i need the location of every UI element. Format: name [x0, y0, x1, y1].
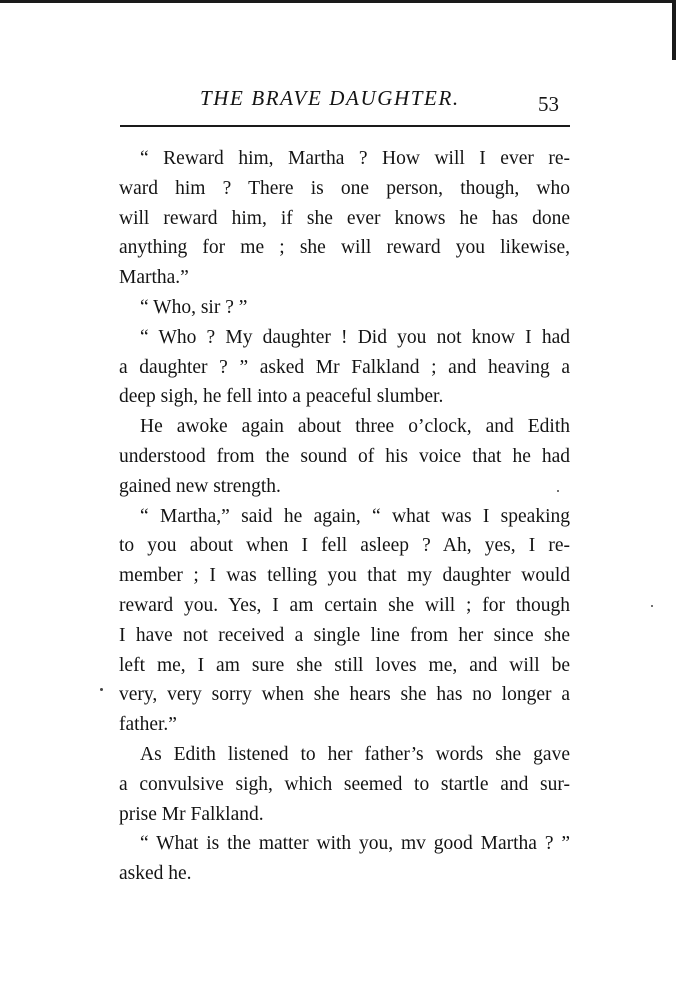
- text-line: prise Mr Falkland.: [119, 803, 264, 825]
- body-text: [119, 144, 570, 889]
- scan-speck: [100, 688, 103, 691]
- text-line: deep sigh, he fell into a peaceful slumber.: [119, 386, 444, 408]
- text-line: anything for me ; she will reward you likewise,: [119, 237, 570, 259]
- text-line: gained new strength.: [119, 475, 281, 497]
- text-line: “ Reward him, Martha ? How will I ever re-: [140, 148, 570, 169]
- scan-speck: [651, 605, 653, 607]
- text-line: “ Who ? My daughter ! Did you not know I had: [140, 326, 570, 348]
- running-title: THE BRAVE DAUGHTER.: [200, 86, 460, 110]
- text-line: understood from the sound of his voice that he had: [119, 445, 570, 467]
- text-line: “ What is the matter with you, mv good Martha ? ”: [140, 833, 570, 855]
- text-line: asked he.: [119, 863, 192, 885]
- scan-edge-right: [672, 0, 676, 60]
- text-line: “ Martha,” said he again, “ what was I speaking: [140, 505, 570, 527]
- text-line: to you about when I fell asleep ? Ah, yes, I re-: [119, 535, 570, 557]
- text-line: very, very sorry when she hears she has no longer a: [119, 684, 570, 706]
- header-rule: [120, 125, 570, 127]
- text-line: member ; I was telling you that my daughter would: [119, 565, 570, 587]
- text-line: “ Who, sir ? ”: [140, 296, 248, 318]
- text-line: ward him ? There is one person, though, who: [119, 177, 570, 199]
- text-line: will reward him, if she ever knows he has done: [119, 207, 570, 229]
- text-line: I have not received a single line from her since she: [119, 624, 570, 646]
- text-line: reward you. Yes, I am certain she will ; for though: [119, 594, 570, 616]
- text-line: He awoke again about three o’clock, and Edith: [140, 416, 570, 438]
- text-line: left me, I am sure she still loves me, and will be: [119, 654, 570, 676]
- text-line: father.”: [119, 714, 177, 736]
- text-line: As Edith listened to her father’s words she gave: [140, 743, 570, 765]
- scan-edge-top: [0, 0, 676, 3]
- text-line: a convulsive sigh, which seemed to startle and sur-: [119, 773, 570, 795]
- text-line: Martha.”: [119, 267, 189, 289]
- scan-speck: [557, 490, 559, 492]
- text-line: a daughter ? ” asked Mr Falkland ; and heaving a: [119, 356, 570, 378]
- page-number: 53: [538, 92, 559, 116]
